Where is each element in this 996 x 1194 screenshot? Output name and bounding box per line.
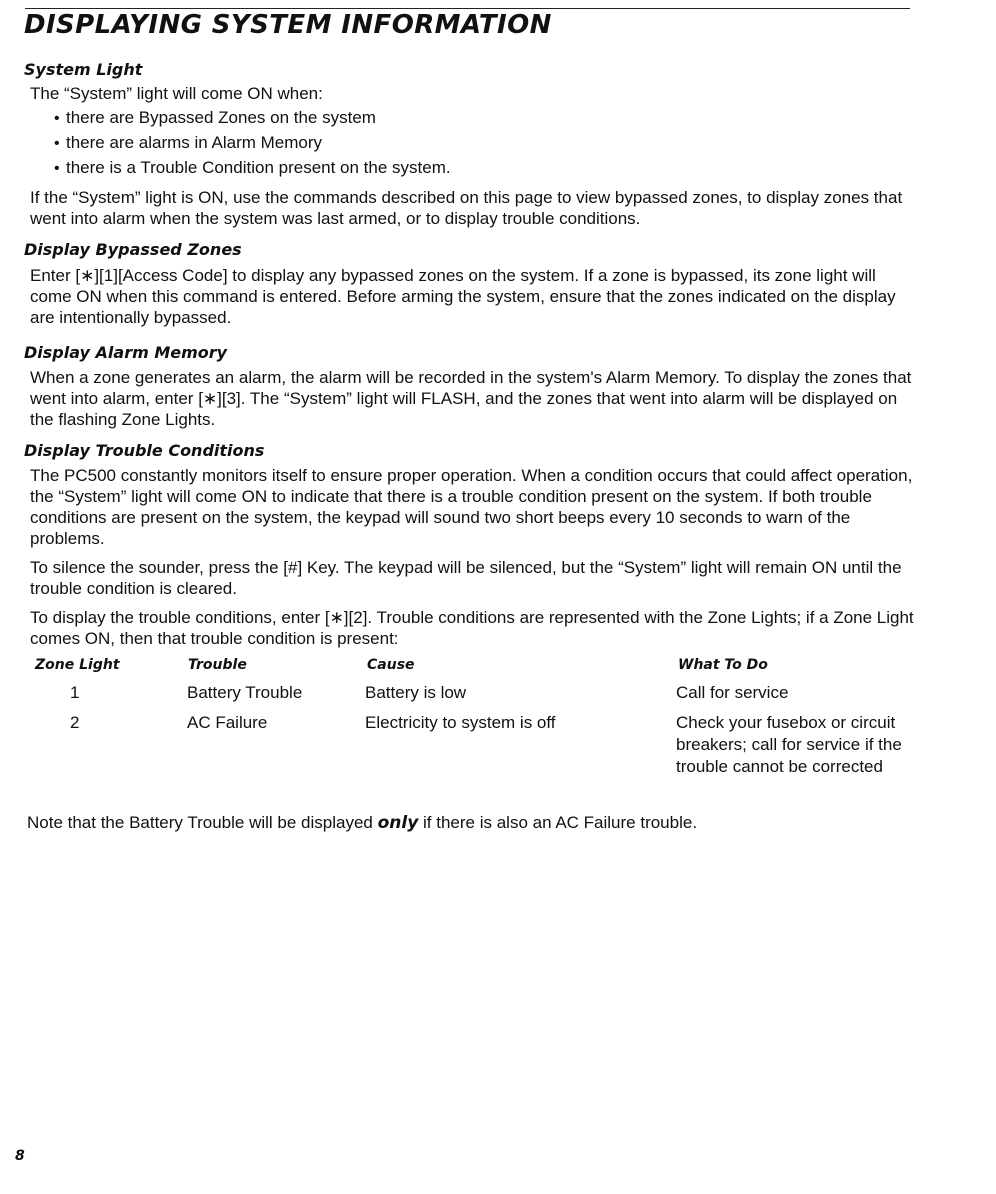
row-2-zone-light: 2 [70, 713, 80, 732]
bullet-trouble-condition: • there is a Trouble Condition present on the system. [54, 156, 451, 181]
row-1-what-to-do: Call for service [676, 683, 789, 702]
table-header-zone-light: Zone Light [35, 657, 120, 673]
page-title: DISPLAYING SYSTEM INFORMATION [24, 10, 552, 40]
note-text-after: if there is also an AC Failure trouble. [418, 813, 698, 832]
note-emphasis: only [377, 813, 419, 833]
bullet-bypassed-zones: • there are Bypassed Zones on the system [54, 106, 451, 131]
table-header-cause: Cause [367, 657, 415, 673]
row-2-what-to-do: Check your fusebox or circuit breakers; call for service if the trouble cannot be corrected [676, 713, 902, 776]
row-1-cause: Battery is low [365, 683, 467, 702]
page-number: 8 [15, 1148, 25, 1164]
trouble-conditions-heading: Display Trouble Conditions [24, 441, 265, 460]
row-1-zone-light: 1 [70, 683, 80, 702]
system-light-heading: System Light [24, 60, 143, 79]
row-1-trouble: Battery Trouble [187, 683, 303, 702]
trouble-paragraph-display: To display the trouble conditions, enter [∗][2]. Trouble conditions are represented with the Zone Lights; if a Zone Light comes ON, then that trouble condition is present: [30, 608, 914, 648]
table-header-trouble: Trouble [188, 657, 247, 673]
bypassed-zones-body: Enter [∗][1][Access Code] to display any bypassed zones on the system. If a zone is bypassed, its zone light will come ON when this command is entered. Before arming the system, ensure that the zones indicated on the display are intentionally bypassed. [30, 266, 896, 327]
trouble-paragraph-silence: To silence the sounder, press the [#] Key. The keypad will be silenced, but the “System” light will remain ON until the trouble condition is cleared. [30, 558, 902, 598]
bypassed-zones-heading: Display Bypassed Zones [24, 240, 242, 259]
table-header-what-to-do: What To Do [678, 657, 768, 673]
bullet-alarm-memory: • there are alarms in Alarm Memory [54, 131, 451, 156]
system-light-bullets [54, 106, 451, 181]
trouble-paragraph-monitoring: The PC500 constantly monitors itself to ensure proper operation. When a condition occurs that could affect operation, the “System” light will come ON to indicate that there is a trouble condition present on the system. If both trouble conditions are present on the system, the keypad will sound two short beeps every 10 seconds to warn of the problems. [30, 466, 913, 548]
alarm-memory-heading: Display Alarm Memory [24, 343, 228, 362]
system-light-body: If the “System” light is ON, use the commands described on this page to view bypassed zones, to display zones that went into alarm when the system was last armed, or to display trouble conditions. [30, 188, 903, 228]
row-2-cause: Electricity to system is off [365, 713, 556, 732]
note-text-before: Note that the Battery Trouble will be displayed [27, 813, 378, 832]
battery-trouble-note [27, 812, 912, 834]
system-light-intro: The “System” light will come ON when: [30, 84, 323, 103]
row-2-trouble: AC Failure [187, 713, 268, 732]
alarm-memory-body: When a zone generates an alarm, the alarm will be recorded in the system's Alarm Memory. To display the zones that went into alarm, enter [∗][3]. The “System” light will FLASH, and the zones that went into alarm will be displayed on the flashing Zone Lights. [30, 368, 912, 429]
